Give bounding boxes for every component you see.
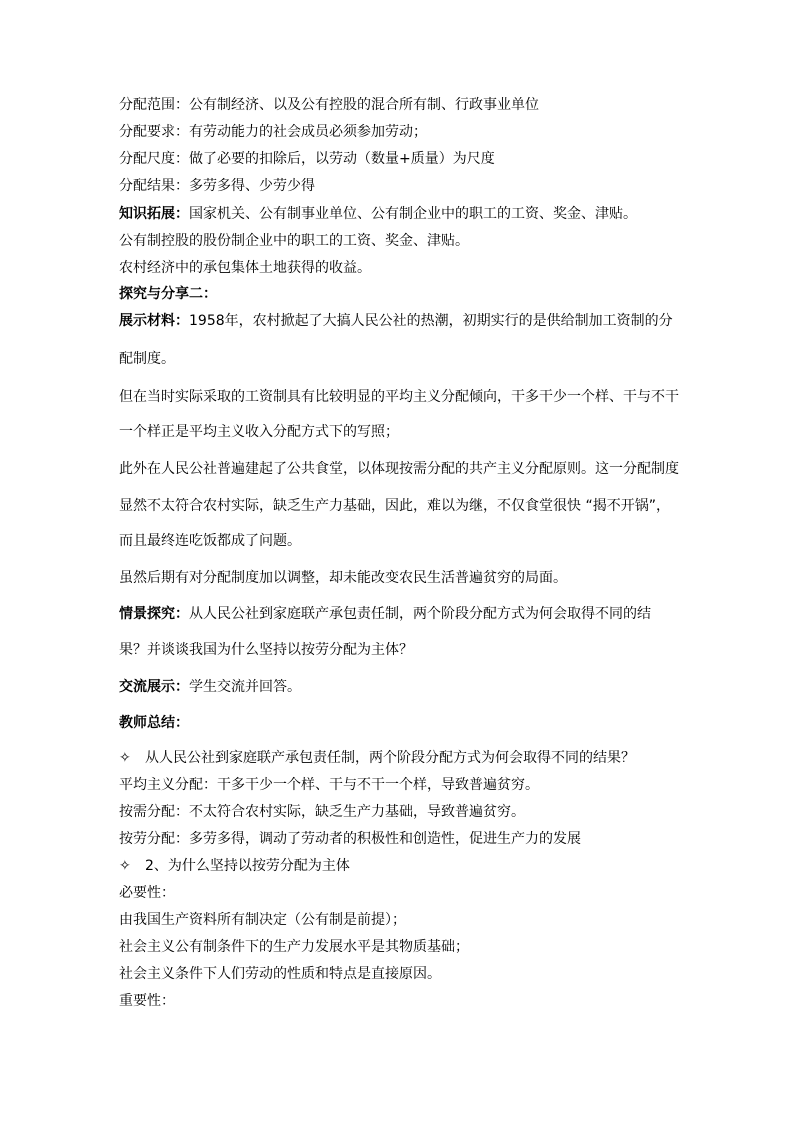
para2-line-2: 一个样正是平均主义收入分配方式下的写照； bbox=[119, 424, 399, 440]
extension-line bbox=[119, 204, 637, 224]
explore-heading: 探究与分享二： bbox=[119, 286, 217, 302]
exchange-line bbox=[119, 677, 301, 697]
scenario-text: 从人民公社到家庭联产承包责任制，两个阶段分配方式为何会取得不同的结 bbox=[189, 606, 651, 622]
measure-line bbox=[119, 149, 495, 169]
reason1-line: 由我国生产资料所有制决定（公有制是前提）； bbox=[119, 912, 406, 928]
summary-q2-text: 2、为什么坚持以按劳分配为主体 bbox=[145, 858, 350, 874]
measure-label: 分配尺度： bbox=[119, 151, 189, 167]
requirement-text: 有劳动能力的社会成员必须参加劳动； bbox=[189, 124, 427, 140]
para4-line: 虽然后期有对分配制度加以调整，却未能改变农民生活普遍贫穷的局面。 bbox=[119, 570, 567, 586]
reason2-line: 社会主义公有制条件下的生产力发展水平是其物质基础； bbox=[119, 939, 469, 955]
exchange-text: 学生交流并回答。 bbox=[189, 679, 301, 695]
scenario-line-2: 果？并谈谈我国为什么坚持以按劳分配为主体？ bbox=[119, 642, 413, 658]
summary-q1-text: 从人民公社到家庭联产承包责任制，两个阶段分配方式为何会取得不同的结果？ bbox=[145, 750, 635, 766]
extension-label: 知识拓展： bbox=[119, 206, 189, 222]
importance-line: 重要性： bbox=[119, 993, 175, 1009]
result-text: 多劳多得、少劳少得 bbox=[189, 178, 315, 194]
scenario-line bbox=[119, 604, 651, 624]
result-label: 分配结果： bbox=[119, 178, 189, 194]
scope-text: 公有制经济、以及公有控股的混合所有制、行政事业单位 bbox=[189, 97, 539, 113]
reason3-line: 社会主义条件下人们劳动的性质和特点是直接原因。 bbox=[119, 966, 441, 982]
diamond-bullet-icon: ✧ bbox=[119, 750, 131, 766]
para2-line-1: 但在当时实际采取的工资制具有比较明显的平均主义分配倾向，干多干少一个样、干与不干 bbox=[119, 389, 679, 405]
summary-q2-line bbox=[119, 856, 350, 876]
requirement-label: 分配要求： bbox=[119, 124, 189, 140]
extension-text: 国家机关、公有制事业单位、公有制企业中的职工的工资、奖金、津贴。 bbox=[189, 206, 637, 222]
by-work-line: 按劳分配：多劳多得，调动了劳动者的积极性和创造性，促进生产力的发展 bbox=[119, 831, 581, 847]
scope-label: 分配范围： bbox=[119, 97, 189, 113]
scenario-label: 情景探究： bbox=[119, 606, 189, 622]
para3-line-2: 显然不太符合农村实际，缺乏生产力基础，因此，难以为继，不仅食堂很快 “揭不开锅”， bbox=[119, 498, 670, 514]
summary-heading: 教师总结： bbox=[119, 715, 189, 731]
on-demand-line: 按需分配：不太符合农村实际，缺乏生产力基础，导致普遍贫穷。 bbox=[119, 804, 525, 820]
extension-line-2: 公有制控股的股份制企业中的职工的工资、奖金、津贴。 bbox=[119, 233, 469, 249]
requirement-line bbox=[119, 122, 427, 142]
material-label: 展示材料： bbox=[119, 313, 189, 329]
para3-line-3: 而且最终连吃饭都成了问题。 bbox=[119, 533, 301, 549]
result-line bbox=[119, 176, 315, 196]
scope-line bbox=[119, 95, 539, 115]
exchange-label: 交流展示： bbox=[119, 679, 189, 695]
necessity-line: 必要性： bbox=[119, 885, 175, 901]
material-line bbox=[119, 311, 673, 331]
diamond-bullet-icon: ✧ bbox=[119, 858, 131, 874]
para3-line-1: 此外在人民公社普遍建起了公共食堂，以体现按需分配的共产主义分配原则。这一分配制度 bbox=[119, 461, 679, 477]
summary-q1-line bbox=[119, 748, 635, 768]
material-text: 1958年，农村掀起了大搞人民公社的热潮，初期实行的是供给制加工资制的分 bbox=[189, 313, 673, 329]
material-line-2: 配制度。 bbox=[119, 351, 175, 367]
egalitarian-line: 平均主义分配：干多干少一个样、干与不干一个样，导致普遍贫穷。 bbox=[119, 777, 539, 793]
measure-text: 做了必要的扣除后，以劳动（数量+质量）为尺度 bbox=[189, 151, 495, 167]
extension-line-3: 农村经济中的承包集体土地获得的收益。 bbox=[119, 260, 371, 276]
